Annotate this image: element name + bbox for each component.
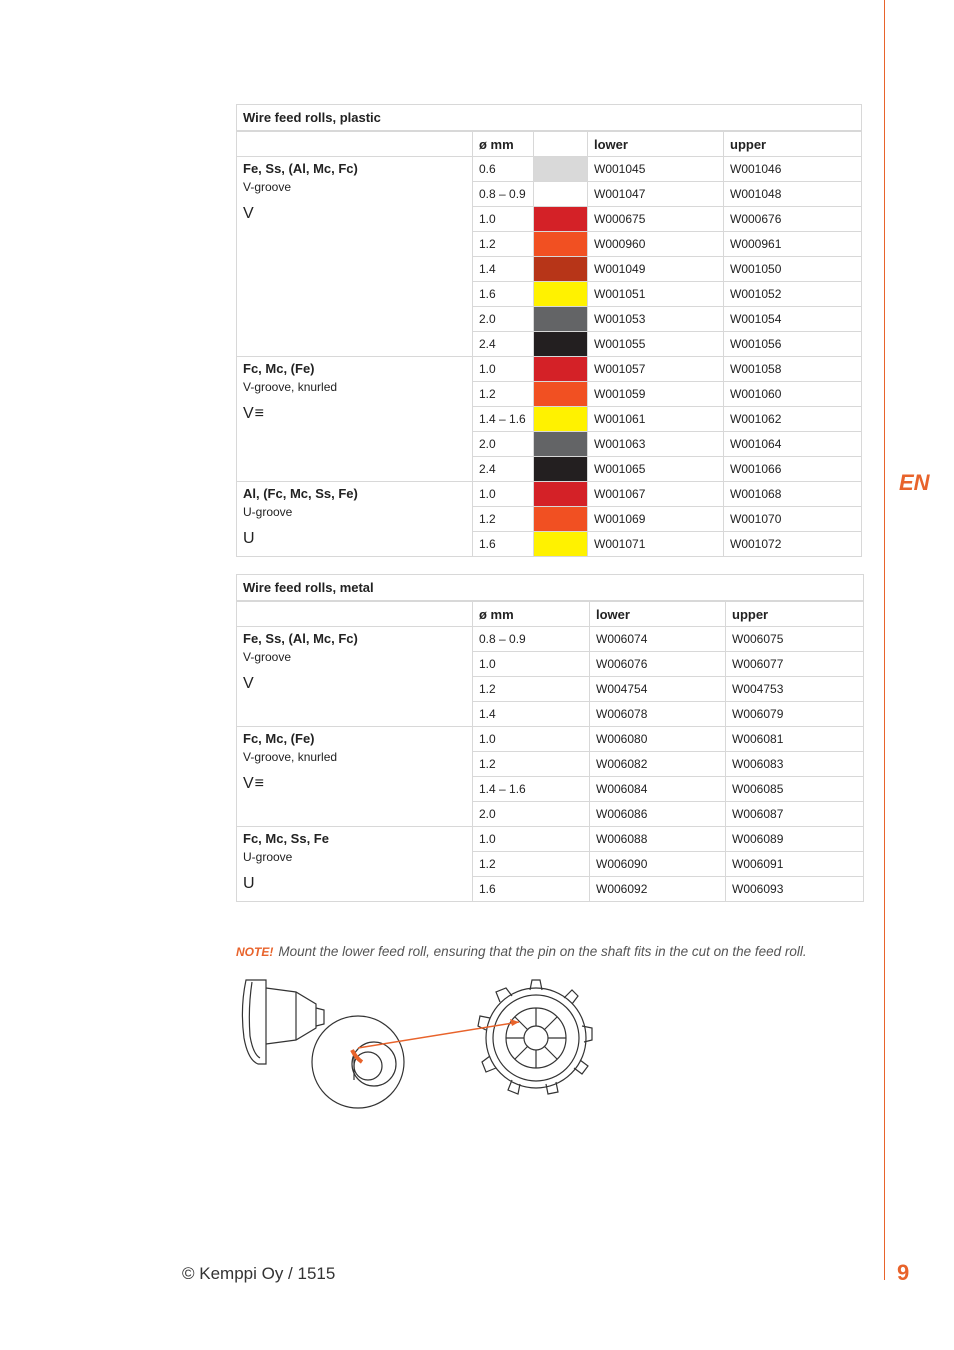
diameter-cell: 1.0 (473, 827, 590, 852)
header-color (534, 131, 588, 157)
color-swatch (534, 182, 588, 207)
diameter-cell: 2.0 (473, 802, 590, 827)
groove-type: V-groove, knurled (243, 750, 338, 764)
material-group-title: Fc, Mc, (Fe) (243, 731, 315, 746)
table-row (237, 157, 862, 182)
color-swatch (534, 407, 588, 432)
diameter-cell: 2.0 (473, 432, 534, 457)
material-group-title: Fc, Mc, (Fe) (243, 361, 315, 376)
header-blank (237, 131, 473, 157)
upper-code-cell: W001048 (724, 182, 862, 207)
upper-code-cell: W001058 (724, 357, 862, 382)
groove-symbol-icon: U (243, 875, 256, 892)
lower-code-cell: W001047 (588, 182, 724, 207)
upper-code-cell: W001052 (724, 282, 862, 307)
diameter-cell: 2.4 (473, 457, 534, 482)
upper-code-cell: W006087 (726, 802, 864, 827)
upper-code-cell: W000961 (724, 232, 862, 257)
diameter-cell: 1.0 (473, 207, 534, 232)
color-swatch (534, 532, 588, 557)
diameter-cell: 1.2 (473, 507, 534, 532)
lower-code-cell: W006078 (590, 702, 726, 727)
table-row (237, 482, 862, 507)
color-swatch (534, 207, 588, 232)
diameter-cell: 1.2 (473, 232, 534, 257)
lower-code-cell: W006090 (590, 852, 726, 877)
color-swatch (534, 432, 588, 457)
lower-code-cell: W006092 (590, 877, 726, 902)
table-row (237, 627, 864, 652)
material-group-cell (237, 627, 473, 727)
color-swatch (534, 457, 588, 482)
upper-code-cell: W001064 (724, 432, 862, 457)
lower-code-cell: W006088 (590, 827, 726, 852)
groove-symbol-icon: U (243, 530, 256, 547)
plastic-feed-rolls-table (236, 104, 862, 557)
lower-code-cell: W001067 (588, 482, 724, 507)
groove-symbol-icon: V≡ (243, 775, 266, 792)
upper-code-cell: W006085 (726, 777, 864, 802)
note-text: Mount the lower feed roll, ensuring that the pin on the shaft fits in the cut on the feed roll. (278, 944, 807, 959)
groove-type: U-groove (243, 850, 293, 864)
table-row (237, 827, 864, 852)
groove-symbol-icon: V (243, 205, 255, 222)
lower-code-cell: W001065 (588, 457, 724, 482)
upper-code-cell: W001072 (724, 532, 862, 557)
color-swatch (534, 357, 588, 382)
table-title-row (237, 575, 864, 602)
upper-code-cell: W001062 (724, 407, 862, 432)
table-row (237, 727, 864, 752)
upper-code-cell: W006077 (726, 652, 864, 677)
lower-code-cell: W001049 (588, 257, 724, 282)
material-group-title: Fc, Mc, Ss, Fe (243, 831, 329, 846)
lower-code-cell: W000960 (588, 232, 724, 257)
upper-code-cell: W004753 (726, 677, 864, 702)
color-swatch (534, 482, 588, 507)
margin-rule (884, 0, 885, 1280)
color-swatch (534, 307, 588, 332)
upper-code-cell: W001054 (724, 307, 862, 332)
diameter-cell: 1.2 (473, 677, 590, 702)
diameter-cell: 1.0 (473, 727, 590, 752)
groove-type: U-groove (243, 505, 293, 519)
header-upper: upper (724, 131, 862, 157)
diameter-cell: 1.4 (473, 702, 590, 727)
lower-code-cell: W001069 (588, 507, 724, 532)
lower-code-cell: W001071 (588, 532, 724, 557)
table-row (237, 357, 862, 382)
lower-code-cell: W001059 (588, 382, 724, 407)
lower-code-cell: W001055 (588, 332, 724, 357)
diameter-cell: 0.8 – 0.9 (473, 182, 534, 207)
material-group-cell (237, 357, 473, 482)
copyright-footer: © Kemppi Oy / 1515 (182, 1264, 336, 1283)
color-swatch (534, 157, 588, 182)
color-swatch (534, 257, 588, 282)
lower-code-cell: W000675 (588, 207, 724, 232)
lower-code-cell: W001053 (588, 307, 724, 332)
color-swatch (534, 332, 588, 357)
metal-feed-rolls-table (236, 574, 864, 902)
lower-code-cell: W001063 (588, 432, 724, 457)
table-title-row (237, 105, 862, 132)
groove-symbol-icon: V≡ (243, 405, 266, 422)
groove-type: V-groove (243, 650, 292, 664)
diameter-cell: 2.0 (473, 307, 534, 332)
color-swatch (534, 232, 588, 257)
diameter-cell: 1.6 (473, 282, 534, 307)
language-tab: EN (899, 470, 930, 495)
upper-code-cell: W001068 (724, 482, 862, 507)
diameter-cell: 0.6 (473, 157, 534, 182)
upper-code-cell: W006089 (726, 827, 864, 852)
diameter-cell: 1.4 – 1.6 (473, 777, 590, 802)
lower-code-cell: W006082 (590, 752, 726, 777)
header-diameter: ø mm (473, 601, 590, 627)
header-lower: lower (588, 131, 724, 157)
diameter-cell: 1.6 (473, 532, 534, 557)
diameter-cell: 1.0 (473, 357, 534, 382)
lower-code-cell: W001051 (588, 282, 724, 307)
upper-code-cell: W006093 (726, 877, 864, 902)
upper-code-cell: W006091 (726, 852, 864, 877)
table-header-row (237, 131, 862, 157)
upper-code-cell: W006083 (726, 752, 864, 777)
upper-code-cell: W006079 (726, 702, 864, 727)
upper-code-cell: W001070 (724, 507, 862, 532)
color-swatch (534, 382, 588, 407)
feed-roll-mounting-illustration (236, 968, 616, 1118)
color-swatch (534, 282, 588, 307)
page-number: 9 (897, 1260, 910, 1285)
material-group-cell (237, 827, 473, 902)
groove-type: V-groove (243, 180, 292, 194)
groove-symbol-icon: V (243, 675, 255, 692)
upper-code-cell: W000676 (724, 207, 862, 232)
upper-code-cell: W001050 (724, 257, 862, 282)
note-label: NOTE! (236, 945, 274, 959)
material-group-cell (237, 727, 473, 827)
header-upper: upper (726, 601, 864, 627)
upper-code-cell: W001046 (724, 157, 862, 182)
material-group-title: Al, (Fc, Mc, Ss, Fe) (243, 486, 358, 501)
lower-code-cell: W006080 (590, 727, 726, 752)
diameter-cell: 2.4 (473, 332, 534, 357)
lower-code-cell: W006076 (590, 652, 726, 677)
diameter-cell: 0.8 – 0.9 (473, 627, 590, 652)
upper-code-cell: W001066 (724, 457, 862, 482)
material-group-title: Fe, Ss, (Al, Mc, Fc) (243, 161, 358, 176)
diameter-cell: 1.2 (473, 852, 590, 877)
lower-code-cell: W001057 (588, 357, 724, 382)
header-diameter: ø mm (473, 131, 534, 157)
lower-code-cell: W004754 (590, 677, 726, 702)
lower-code-cell: W006074 (590, 627, 726, 652)
groove-type: V-groove, knurled (243, 380, 338, 394)
diameter-cell: 1.2 (473, 382, 534, 407)
lower-code-cell: W006086 (590, 802, 726, 827)
diameter-cell: 1.4 – 1.6 (473, 407, 534, 432)
lower-code-cell: W001045 (588, 157, 724, 182)
upper-code-cell: W006075 (726, 627, 864, 652)
material-group-cell (237, 157, 473, 357)
header-lower: lower (590, 601, 726, 627)
diameter-cell: 1.6 (473, 877, 590, 902)
table-header-row (237, 601, 864, 627)
diameter-cell: 1.2 (473, 752, 590, 777)
upper-code-cell: W001060 (724, 382, 862, 407)
lower-code-cell: W001061 (588, 407, 724, 432)
table-title: Wire feed rolls, plastic (237, 105, 862, 132)
material-group-title: Fe, Ss, (Al, Mc, Fc) (243, 631, 358, 646)
table-title: Wire feed rolls, metal (237, 575, 864, 602)
color-swatch (534, 507, 588, 532)
material-group-cell (237, 482, 473, 557)
diameter-cell: 1.0 (473, 482, 534, 507)
lower-code-cell: W006084 (590, 777, 726, 802)
upper-code-cell: W001056 (724, 332, 862, 357)
header-blank (237, 601, 473, 627)
upper-code-cell: W006081 (726, 727, 864, 752)
diameter-cell: 1.4 (473, 257, 534, 282)
mounting-note (236, 944, 807, 959)
diameter-cell: 1.0 (473, 652, 590, 677)
